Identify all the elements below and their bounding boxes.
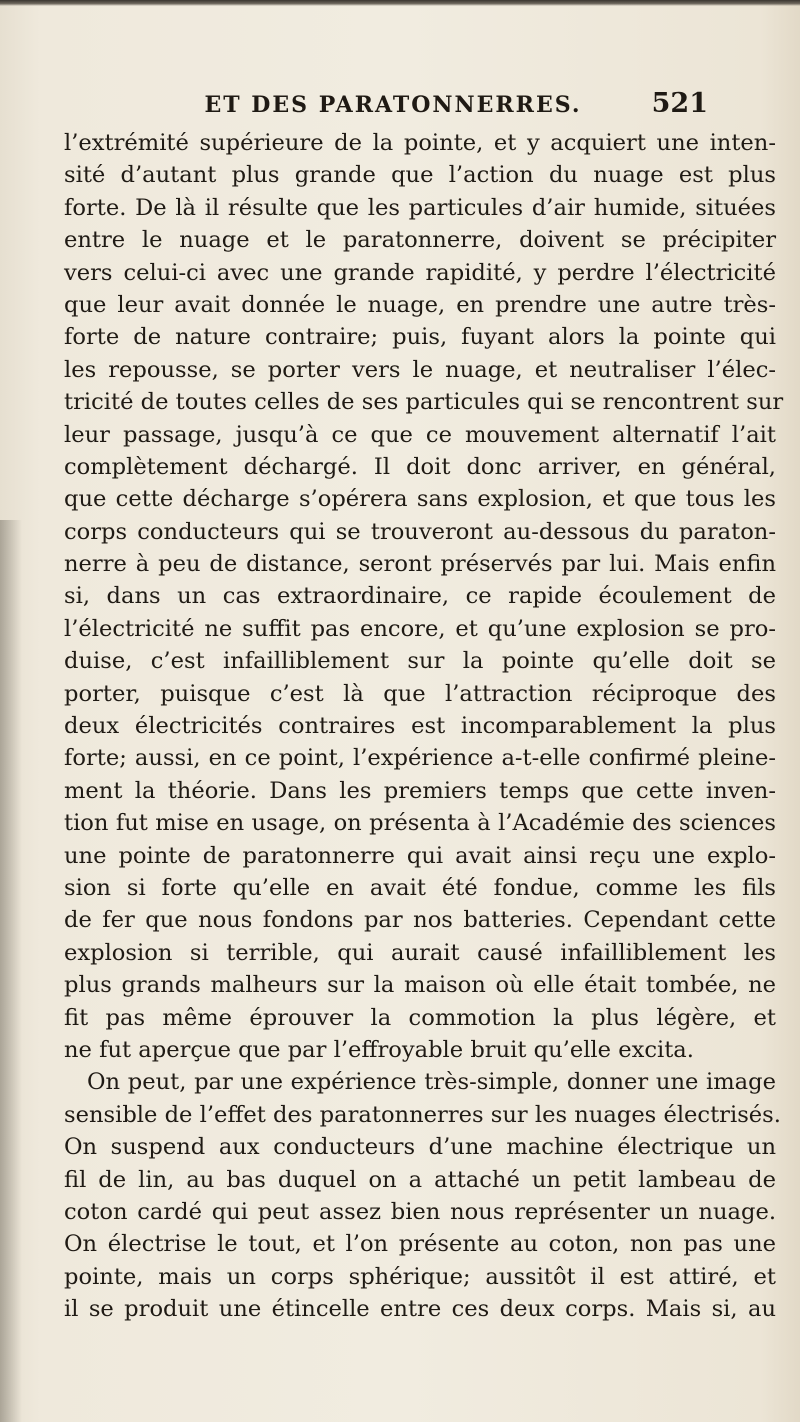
text-line: que leur avait donnée le nuage, en prendre une autre très- bbox=[64, 291, 776, 318]
text-line: que cette décharge s’opérera sans explosion, et que tous les bbox=[64, 486, 776, 513]
text-line: fil de lin, au bas duquel on a attaché un petit lambeau de bbox=[64, 1166, 776, 1193]
text-line: explosion si terrible, qui aurait causé infailliblement les bbox=[64, 939, 776, 966]
text-line: On électrise le tout, et l’on présente au coton, non pas une bbox=[64, 1231, 776, 1258]
binding-shadow bbox=[0, 520, 22, 1422]
text-line: les repousse, se porter vers le nuage, et neutraliser l’élec- bbox=[64, 356, 776, 383]
text-line: coton cardé qui peut assez bien nous représenter un nuage. bbox=[64, 1198, 776, 1225]
text-line: pointe, mais un corps sphérique; aussitôt il est attiré, et bbox=[64, 1263, 776, 1290]
running-title: ET DES PARATONNERRES. bbox=[204, 92, 582, 118]
text-line: sité d’autant plus grande que l’action du nuage est plus bbox=[64, 162, 776, 189]
text-line: complètement déchargé. Il doit donc arriver, en général, bbox=[64, 453, 776, 480]
page-top-edge bbox=[0, 0, 800, 6]
page-header bbox=[148, 86, 708, 126]
page-number: 521 bbox=[651, 88, 708, 119]
text-line: On peut, par une expérience très-simple, donner une image bbox=[87, 1069, 776, 1096]
text-line: vers celui-ci avec une grande rapidité, y perdre l’électricité bbox=[64, 259, 776, 286]
text-line: l’électricité ne suffit pas encore, et qu’une explosion se pro- bbox=[64, 615, 776, 642]
text-line: sensible de l’effet des paratonnerres sur les nuages électrisés. bbox=[64, 1101, 781, 1128]
text-line: forte de nature contraire; puis, fuyant alors la pointe qui bbox=[64, 324, 776, 351]
text-line: de fer que nous fondons par nos batteries. Cependant cette bbox=[64, 907, 776, 934]
text-line: si, dans un cas extraordinaire, ce rapide écoulement de bbox=[64, 583, 776, 610]
text-line: porter, puisque c’est là que l’attraction réciproque des bbox=[64, 680, 776, 707]
text-line: ne fut aperçue que par l’effroyable bruit qu’elle excita. bbox=[64, 1036, 694, 1063]
text-line: sion si forte qu’elle en avait été fondue, comme les fils bbox=[64, 874, 776, 901]
text-line: tricité de toutes celles de ses particules qui se rencontrent sur bbox=[64, 389, 784, 416]
text-line: On suspend aux conducteurs d’une machine électrique un bbox=[64, 1134, 776, 1161]
text-line: tion fut mise en usage, on présenta à l’Académie des sciences bbox=[64, 810, 776, 837]
text-line: ment la théorie. Dans les premiers temps que cette inven- bbox=[64, 777, 776, 804]
text-line: deux électricités contraires est incomparablement la plus bbox=[64, 713, 776, 740]
body-text bbox=[64, 127, 784, 1325]
text-line: entre le nuage et le paratonnerre, doivent se précipiter bbox=[64, 227, 776, 254]
text-line: l’extrémité supérieure de la pointe, et y acquiert une inten- bbox=[64, 130, 776, 156]
text-line: corps conducteurs qui se trouveront au-dessous du paraton- bbox=[64, 518, 776, 545]
text-line: leur passage, jusqu’à ce que ce mouvement alternatif l’ait bbox=[64, 421, 776, 448]
text-line: plus grands malheurs sur la maison où elle était tombée, ne bbox=[64, 972, 776, 999]
text-line: forte; aussi, en ce point, l’expérience a-t-elle confirmé pleine- bbox=[64, 745, 776, 772]
text-line: forte. De là il résulte que les particules d’air humide, situées bbox=[64, 194, 776, 221]
text-line: duise, c’est infailliblement sur la pointe qu’elle doit se bbox=[64, 648, 776, 675]
text-line: il se produit une étincelle entre ces deux corps. Mais si, au bbox=[64, 1296, 776, 1323]
text-line: une pointe de paratonnerre qui avait ainsi reçu une explo- bbox=[64, 842, 776, 869]
text-line: nerre à peu de distance, seront préservés par lui. Mais enfin bbox=[64, 551, 776, 578]
text-line: fit pas même éprouver la commotion la plus légère, et bbox=[64, 1004, 776, 1031]
